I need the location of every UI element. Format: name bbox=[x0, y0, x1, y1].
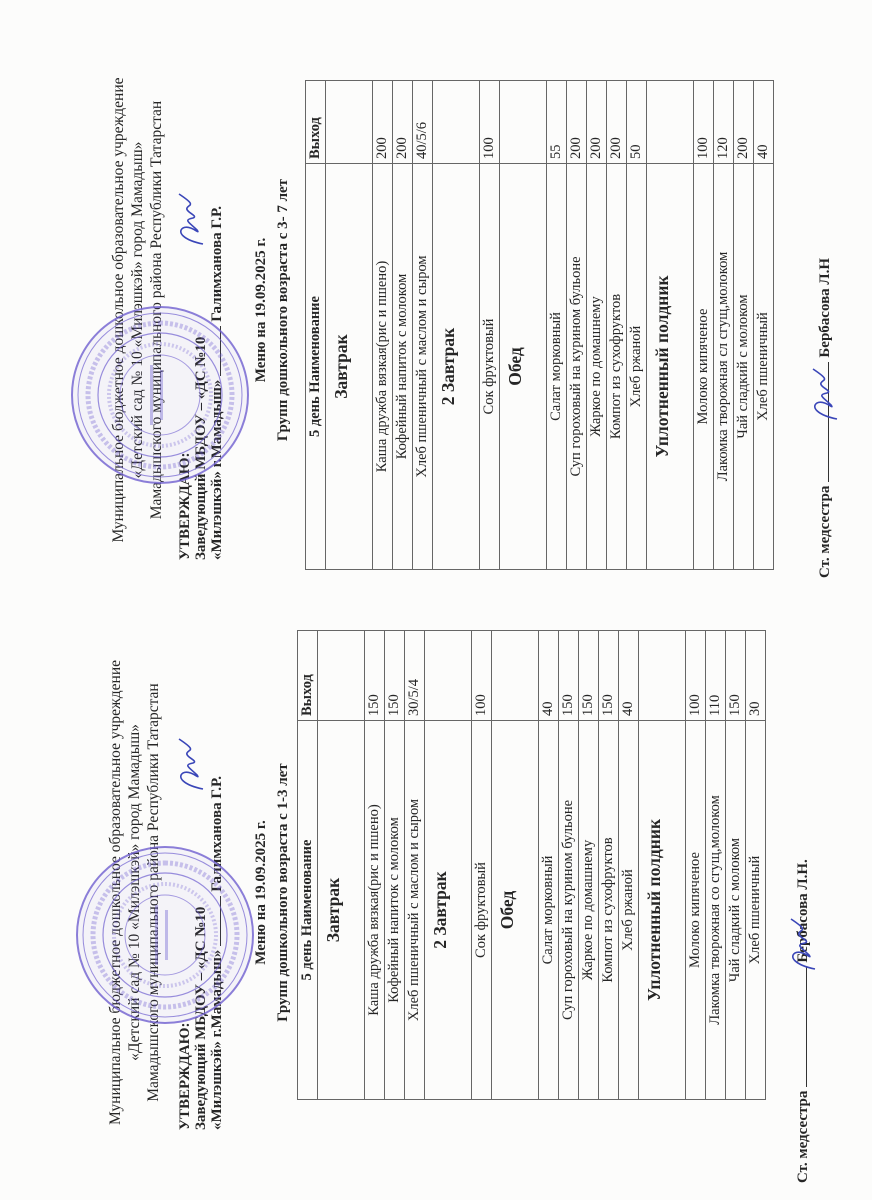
table-row bbox=[365, 631, 385, 1099]
meal-section-row bbox=[433, 81, 480, 569]
signature-line bbox=[806, 967, 807, 1087]
dish-name: Хлеб пшеничный bbox=[746, 720, 765, 1099]
dish-yield: 100 bbox=[481, 137, 497, 159]
table-header-row bbox=[298, 631, 318, 1099]
nurse-role: Ст. медсестра bbox=[795, 1090, 811, 1183]
dish-yield: 150 bbox=[580, 694, 596, 716]
approval-line1 bbox=[177, 452, 193, 560]
dish-name: 2 Завтрак bbox=[425, 720, 471, 1099]
dish-yield: 200 bbox=[588, 137, 604, 159]
dish-name: Уплотненный полдник bbox=[647, 163, 693, 569]
dish-yield: 150 bbox=[386, 694, 402, 716]
approval-text: «Милэшкэй» г.Мамадыш» bbox=[209, 949, 225, 1130]
dish-name: Хлеб пшеничный с маслом и сыром bbox=[413, 163, 432, 569]
dish-yield bbox=[326, 81, 372, 163]
table-row bbox=[373, 81, 393, 569]
signature-line bbox=[220, 326, 221, 376]
table-row bbox=[714, 81, 734, 569]
institution-line: Мамадышского муниципального района Республики Татарстан bbox=[145, 683, 162, 1102]
dish-yield: 30/5/4 bbox=[406, 678, 422, 716]
dish-yield bbox=[647, 81, 693, 163]
table-row bbox=[726, 631, 746, 1099]
dish-yield: 40/5/6 bbox=[414, 121, 430, 159]
institution-line: Мамадышского муниципального района Республики Татарстан bbox=[148, 100, 165, 520]
menu-title: Меню на 19.09.2025 г. bbox=[253, 820, 269, 965]
table-row bbox=[472, 631, 492, 1099]
dish-yield bbox=[492, 631, 538, 720]
dish-name: Молоко кипяченое bbox=[694, 163, 713, 569]
table-row bbox=[627, 81, 647, 569]
table-row bbox=[587, 81, 607, 569]
signature-line bbox=[220, 896, 221, 946]
dish-name: Хлеб ржаной bbox=[619, 720, 638, 1099]
dish-name: Лакомка творожная сл сгущ,молоком bbox=[714, 163, 733, 569]
dish-name: 2 Завтрак bbox=[433, 163, 479, 569]
table-row bbox=[686, 631, 706, 1099]
dish-name: Сок фруктовый bbox=[472, 720, 491, 1099]
dish-name: 5 день Наименование bbox=[298, 720, 317, 1099]
dish-name: Кофейный напиток с молоком bbox=[385, 720, 404, 1099]
dish-name: Хлеб ржаной bbox=[627, 163, 646, 569]
dish-name: Хлеб пшеничный с маслом и сыром bbox=[405, 720, 424, 1099]
dish-name: Жаркое по домашнему bbox=[579, 720, 598, 1099]
table-row bbox=[694, 81, 714, 569]
nurse-role: Ст. медсестра bbox=[817, 485, 833, 578]
meal-section-row bbox=[500, 81, 547, 569]
menu-title: Меню на 19.09.2025 г. bbox=[253, 237, 269, 383]
footer-signature bbox=[817, 258, 834, 578]
meal-section-row bbox=[492, 631, 539, 1099]
dish-yield: 50 bbox=[628, 144, 644, 159]
dish-yield: 200 bbox=[568, 137, 584, 159]
meal-section-row bbox=[318, 631, 365, 1099]
dish-yield: 200 bbox=[394, 137, 410, 159]
menu-table bbox=[305, 80, 774, 570]
table-row bbox=[599, 631, 619, 1099]
dish-name: Завтрак bbox=[326, 163, 372, 569]
approval-line3 bbox=[209, 776, 225, 1130]
dish-yield: 200 bbox=[735, 137, 751, 159]
dish-name: Молоко кипяченое bbox=[686, 720, 705, 1099]
dish-name: Обед bbox=[500, 163, 546, 569]
dish-yield: 110 bbox=[707, 694, 723, 716]
dish-yield bbox=[500, 81, 546, 163]
signature-line bbox=[828, 362, 829, 482]
dish-name: Суп гороховый на курином бульоне bbox=[559, 720, 578, 1099]
dish-yield bbox=[433, 81, 479, 163]
dish-name: Салат морковный bbox=[547, 163, 566, 569]
dish-yield: 150 bbox=[560, 694, 576, 716]
dish-yield: 100 bbox=[687, 694, 703, 716]
table-row bbox=[734, 81, 754, 569]
dish-name: Салат морковный bbox=[539, 720, 558, 1099]
dish-yield bbox=[425, 631, 471, 720]
dish-yield: 30 bbox=[747, 701, 763, 716]
dish-name: Суп гороховый на курином бульоне bbox=[567, 163, 586, 569]
approval-text: УТВЕРЖДАЮ: bbox=[177, 1022, 193, 1130]
dish-yield: 150 bbox=[600, 694, 616, 716]
footer-signature bbox=[795, 859, 812, 1183]
dish-name: Сок фруктовый bbox=[480, 163, 499, 569]
dish-yield: 40 bbox=[755, 144, 771, 159]
meal-section-row bbox=[639, 631, 686, 1099]
institution-line: «Детский сад № 10 «Милэшкэй» город Мамадыш» bbox=[129, 141, 146, 479]
director-name: Галимханова Г.Р. bbox=[209, 776, 225, 892]
dish-name: Компот из сухофруктов bbox=[607, 163, 626, 569]
dish-yield bbox=[318, 631, 364, 720]
meal-section-row bbox=[326, 81, 373, 569]
dish-name: Кофейный напиток с молоком bbox=[393, 163, 412, 569]
table-row bbox=[385, 631, 405, 1099]
nurse-name: Бербасова Л.Н bbox=[817, 257, 833, 358]
director-name: Галимханова Г.Р. bbox=[209, 206, 225, 322]
dish-yield: 100 bbox=[473, 694, 489, 716]
dish-yield: 200 bbox=[608, 137, 624, 159]
dish-name: Компот из сухофруктов bbox=[599, 720, 618, 1099]
dish-name: Жаркое по домашнему bbox=[587, 163, 606, 569]
table-row bbox=[706, 631, 726, 1099]
approval-line2 bbox=[193, 337, 209, 560]
menu-table bbox=[297, 630, 766, 1100]
approval-text: «Милэшкэй» г.Мамадыш» bbox=[209, 379, 225, 560]
table-row bbox=[754, 81, 774, 569]
dish-name: Чай сладкий с молоком bbox=[734, 163, 753, 569]
table-row bbox=[607, 81, 627, 569]
group-title: Групп дошкольного возраста с 3- 7 лет bbox=[275, 178, 291, 442]
dish-yield: 150 bbox=[366, 694, 382, 716]
dish-name: Обед bbox=[492, 720, 538, 1099]
table-row bbox=[480, 81, 500, 569]
nurse-name: Бербасова Л.Н. bbox=[795, 859, 811, 963]
dish-yield: 100 bbox=[695, 137, 711, 159]
group-title: Групп дошкольного возраста с 1-3 лет bbox=[275, 763, 291, 1022]
dish-yield: 55 bbox=[548, 144, 564, 159]
table-row bbox=[413, 81, 433, 569]
dish-name: Завтрак bbox=[318, 720, 364, 1099]
dish-yield bbox=[639, 631, 685, 720]
dish-name: 5 день Наименование bbox=[306, 163, 325, 569]
dish-name: Чай сладкий с молоком bbox=[726, 720, 745, 1099]
director-signature-icon bbox=[173, 190, 209, 250]
table-row bbox=[567, 81, 587, 569]
menu-document-3-7 bbox=[95, 40, 840, 580]
table-header-row bbox=[306, 81, 326, 569]
institution-line: Муниципальное бюджетное дошкольное образовательное учреждение bbox=[110, 77, 127, 543]
table-row bbox=[559, 631, 579, 1099]
institution-line: «Детский сад № 10 «Милэшкэй» город Мамадыш» bbox=[126, 724, 143, 1061]
dish-yield: 40 bbox=[540, 701, 556, 716]
meal-section-row bbox=[425, 631, 472, 1099]
dish-name: Лакомка творожная со сгущ,молоком bbox=[706, 720, 725, 1099]
dish-name: Уплотненный полдник bbox=[639, 720, 685, 1099]
dish-yield: 40 bbox=[620, 701, 636, 716]
dish-name: Хлеб пшеничный bbox=[754, 163, 773, 569]
table-row bbox=[405, 631, 425, 1099]
dish-name: Каша дружба вязкая(рис и пшено) bbox=[373, 163, 392, 569]
table-row bbox=[547, 81, 567, 569]
menu-document-1-3 bbox=[95, 600, 840, 1185]
approval-line1 bbox=[177, 1022, 193, 1130]
approval-text: УТВЕРЖДАЮ: bbox=[177, 452, 193, 560]
dish-yield: Выход bbox=[307, 117, 323, 159]
table-row bbox=[393, 81, 413, 569]
meal-section-row bbox=[647, 81, 694, 569]
dish-yield: Выход bbox=[299, 674, 315, 716]
dish-yield: 200 bbox=[374, 137, 390, 159]
approval-text: Заведующий МБДОУ – «ДС №10 bbox=[193, 906, 209, 1130]
approval-text: Заведующий МБДОУ – «ДС №10 bbox=[193, 336, 209, 560]
table-row bbox=[746, 631, 766, 1099]
institution-line: Муниципальное бюджетное дошкольное образовательное учреждение bbox=[107, 660, 124, 1125]
director-signature-icon bbox=[173, 735, 209, 795]
official-stamp-icon bbox=[70, 840, 260, 1030]
dish-yield: 120 bbox=[715, 137, 731, 159]
dish-yield: 150 bbox=[727, 694, 743, 716]
table-row bbox=[539, 631, 559, 1099]
table-row bbox=[579, 631, 599, 1099]
table-row bbox=[619, 631, 639, 1099]
dish-name: Каша дружба вязкая(рис и пшено) bbox=[365, 720, 384, 1099]
approval-line2 bbox=[193, 907, 209, 1130]
approval-line3 bbox=[209, 206, 225, 560]
